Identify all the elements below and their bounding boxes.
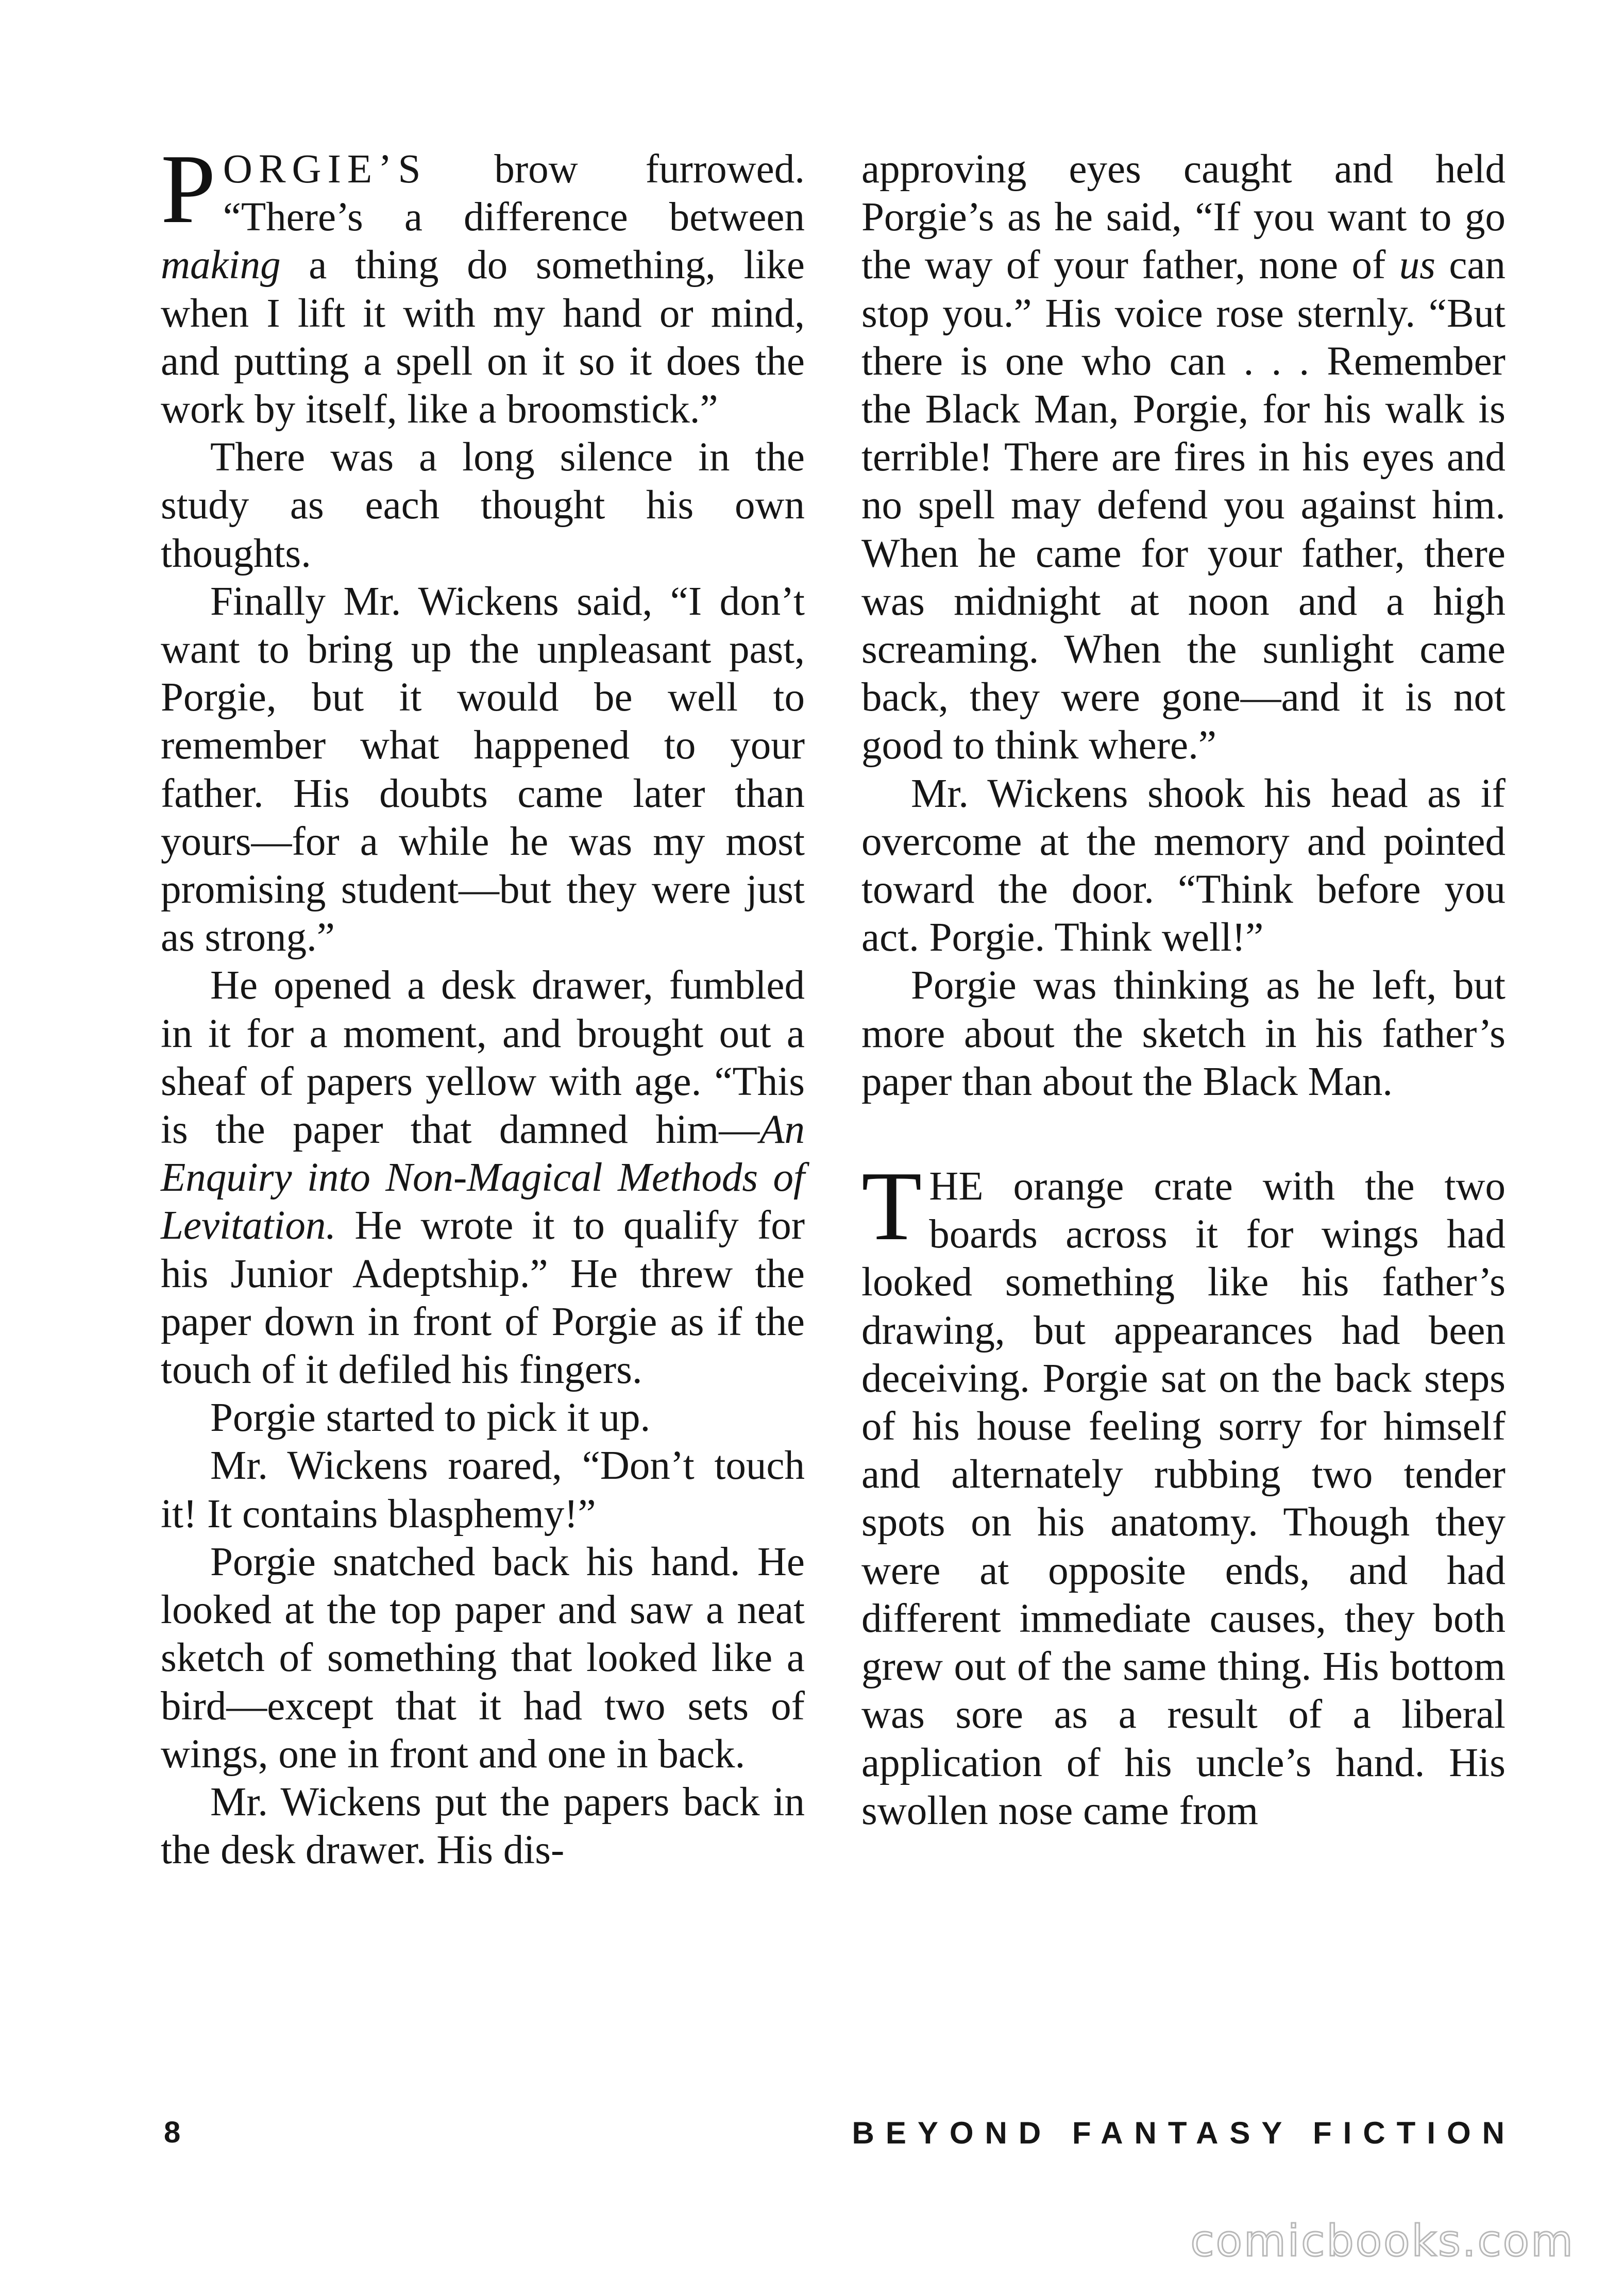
paragraph-text: approving eyes caught and held Porgie’s as he said, “If you want to go the way of your father, none of xyxy=(861,147,1505,288)
watermark: comicbooks.com xyxy=(1190,2216,1575,2266)
paragraph-4 xyxy=(861,1151,1505,1835)
paragraph-4 xyxy=(161,961,805,1394)
paragraph-8: Mr. Wickens put the papers back in the desk drawer. His dis- xyxy=(161,1779,805,1873)
paragraph-text: HE orange crate with the two boards across it for wings had looked something like his father’s drawing, but appearances had been deceiving. Porgie sat on the back steps of his house feeling sorry for himself and alternately rubbing two tender spots on his anatomy. Though they were at opposite ends, and had different immediate causes, they both grew out of the same thing. His bottom was sore as a result of a liberal application of his uncle’s hand. His swollen nose came from xyxy=(861,1164,1505,1833)
paragraph-2: Mr. Wickens shook his head as if overcome at the memory and pointed toward the door. “Think before you act. Porgie. Think well!” xyxy=(861,771,1505,960)
drop-cap: T xyxy=(861,1151,922,1261)
paragraph-6: Mr. Wickens roared, “Don’t touch it! It contains blasphemy!” xyxy=(161,1443,805,1537)
paragraph-1 xyxy=(161,134,805,433)
drop-cap: P xyxy=(161,134,216,244)
paragraph-3: Porgie was thinking as he left, but more about the sketch in his father’s paper than about the Black Man. xyxy=(861,963,1505,1104)
paragraph-text: He wrote it to qualify for his Junior Adeptship.” He threw the paper down in front of Porgie as if the touch of it defiled his fingers. xyxy=(161,1203,805,1393)
paragraph-text: brow furrowed. “There’s a difference between xyxy=(223,147,805,240)
paragraph-text: a thing do something, like when I lift it with my hand or mind, and putting a spell on it so it does the work by itself, like a broomstick.” xyxy=(161,243,805,432)
lead-in-smallcaps: ORGIE’S xyxy=(223,147,427,192)
left-column xyxy=(161,134,805,1874)
paragraph-1 xyxy=(861,145,1505,770)
paragraph-3: Finally Mr. Wickens said, “I don’t want to bring up the unpleasant past, Porgie, but it would be well to remember what happened to your father. His doubts came later than yours—for a while he was my most promising student—but they were just as strong.” xyxy=(161,579,805,960)
right-column xyxy=(861,145,1505,1835)
paragraph-7: Porgie snatched back his hand. He looked at the top paper and saw a neat sketch of something that looked like a bird—except that it had two sets of wings, one in front and one in back. xyxy=(161,1539,805,1777)
paragraph-5: Porgie started to pick it up. xyxy=(210,1395,651,1441)
paragraph-text: He opened a desk drawer, fumbled in it for a moment, and brought out a sheaf of papers yellow with age. “This is the paper that damned him— xyxy=(161,963,805,1153)
italic-text: us xyxy=(1399,243,1435,288)
paragraph-2: There was a long silence in the study as each thought his own thoughts. xyxy=(161,435,805,576)
paragraph-text: can stop you.” His voice rose sternly. “But there is one who can . . . Remember the Black Man, Porgie, for his walk is terrible! There are fires in his eyes and no spell may defend you against him. When he came for your father, there was midnight at noon and a high screaming. When the sunlight came back, they were gone—and it is not good to think where.” xyxy=(861,243,1505,768)
running-title: BEYOND FANTASY FICTION xyxy=(852,2116,1516,2150)
italic-text: making xyxy=(161,243,281,288)
italic-text: An Enquiry into Non-Magical Methods of Levitation. xyxy=(161,1107,805,1248)
page-number: 8 xyxy=(164,2116,181,2149)
